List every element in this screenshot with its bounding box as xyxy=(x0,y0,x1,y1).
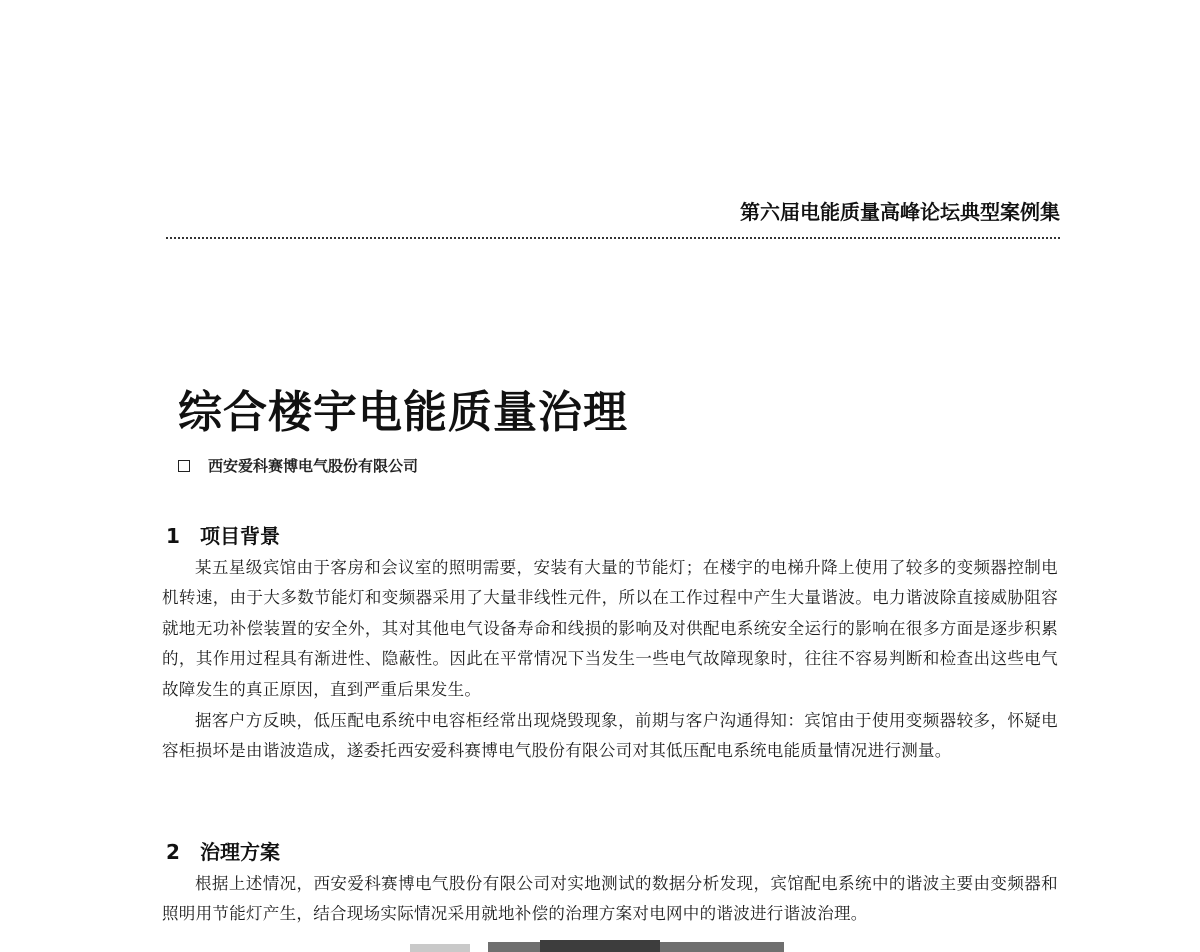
byline xyxy=(178,455,418,476)
section-title: 治理方案 xyxy=(200,840,280,864)
figure-photo-partial xyxy=(410,938,790,952)
byline-organization: 西安爱科赛博电气股份有限公司 xyxy=(208,457,419,475)
section-heading-2 xyxy=(166,836,280,865)
figure-fragment xyxy=(410,944,470,952)
article-title: 综合楼宇电能质量治理 xyxy=(178,387,628,438)
section-number: 2 xyxy=(166,840,180,864)
section-number: 1 xyxy=(166,524,180,548)
running-header-title: 第六届电能质量高峰论坛典型案例集 xyxy=(740,200,1060,224)
paragraph-background-2: 据客户方反映，低压配电系统中电容柜经常出现烧毁现象，前期与客户沟通得知：宾馆由于使用变频器较多，怀疑电容柜损坏是由谐波造成，遂委托西安爱科赛博电气股份有限公司对其低压配电系统电能质量情况进行测量。 xyxy=(162,711,1058,761)
header-divider xyxy=(166,237,1060,239)
square-bullet-icon xyxy=(178,460,190,472)
section-heading-1 xyxy=(166,520,280,549)
figure-fragment xyxy=(540,940,660,952)
paragraph-background-1: 某五星级宾馆由于客房和会议室的照明需要，安装有大量的节能灯；在楼宇的电梯升降上使用了较多的变频器控制电机转速，由于大多数节能灯和变频器采用了大量非线性元件，所以在工作过程中产生大量谐波。电力谐波除直接威胁阻容就地无功补偿装置的安全外，其对其他电气设备寿命和线损的影响及对供配电系统安全运行的影响在很多方面是逐步积累的，其作用过程具有渐进性、隐蔽性。因此在平常情况下当发生一些电气故障现象时，往往不容易判断和检查出这些电气故障发生的真正原因，直到严重后果发生。 xyxy=(162,558,1058,699)
section-title: 项目背景 xyxy=(200,524,280,548)
paragraph-solution-1: 根据上述情况，西安爱科赛博电气股份有限公司对实地测试的数据分析发现，宾馆配电系统中的谐波主要由变频器和照明用节能灯产生，结合现场实际情况采用就地补偿的治理方案对电网中的谐波进行谐波治理。 xyxy=(162,874,1058,924)
